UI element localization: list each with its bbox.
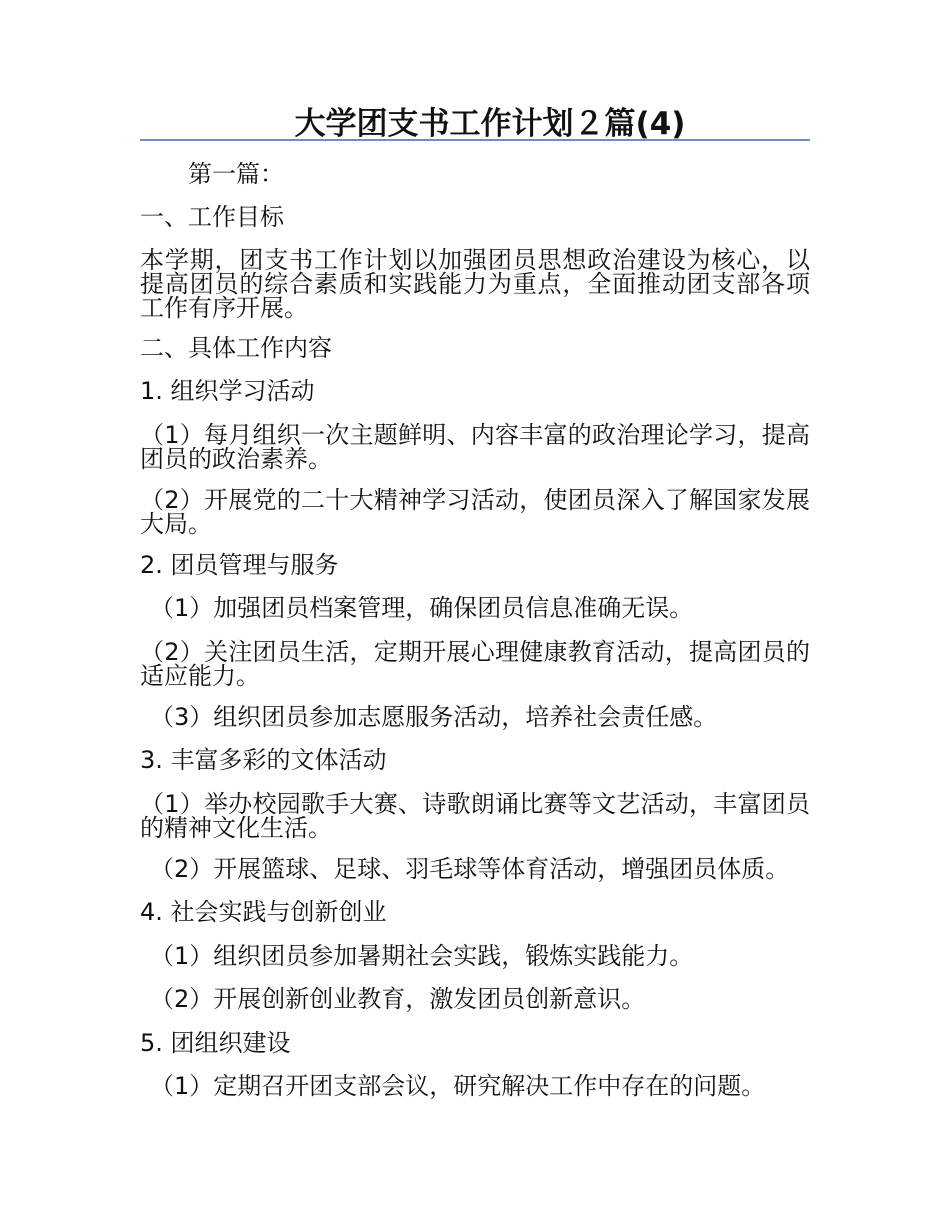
list-item: （1）举办校园歌手大赛、诗歌朗诵比赛等文艺活动，丰富团员的精神文化生活。 bbox=[140, 790, 810, 842]
list-item: （1）组织团员参加暑期社会实践，锻炼实践能力。 bbox=[150, 942, 694, 970]
section-heading-content: 二、具体工作内容 bbox=[140, 334, 332, 362]
title-underline bbox=[140, 139, 810, 141]
item-heading-management: 2. 团员管理与服务 bbox=[140, 551, 339, 579]
item-heading-activities: 3. 丰富多彩的文体活动 bbox=[140, 746, 387, 774]
list-item: （1）每月组织一次主题鲜明、内容丰富的政治理论学习，提高团员的政治素养。 bbox=[140, 421, 810, 473]
part-label: 第一篇： bbox=[188, 160, 284, 188]
document-title: 大学团支书工作计划２篇(4) bbox=[294, 106, 686, 142]
list-item: （1）加强团员档案管理，确保团员信息准确无误。 bbox=[150, 594, 694, 622]
list-item: （2）开展篮球、足球、羽毛球等体育活动，增强团员体质。 bbox=[150, 855, 790, 883]
section-heading-goals: 一、工作目标 bbox=[140, 203, 284, 231]
item-heading-study: 1. 组织学习活动 bbox=[140, 377, 315, 405]
item-heading-practice: 4. 社会实践与创新创业 bbox=[140, 898, 387, 926]
goals-paragraph: 本学期，团支书工作计划以加强团员思想政治建设为核心，以提高团员的综合素质和实践能力为重点，全面推动团支部各项工作有序开展。 bbox=[140, 246, 810, 322]
list-item: （2）开展党的二十大精神学习活动，使团员深入了解国家发展大局。 bbox=[140, 486, 810, 538]
list-item: （3）组织团员参加志愿服务活动，培养社会责任感。 bbox=[150, 703, 718, 731]
list-item: （2）关注团员生活，定期开展心理健康教育活动，提高团员的适应能力。 bbox=[140, 638, 810, 690]
list-item: （2）开展创新创业教育，激发团员创新意识。 bbox=[150, 985, 646, 1013]
item-heading-organization: 5. 团组织建设 bbox=[140, 1029, 291, 1057]
list-item: （1）定期召开团支部会议，研究解决工作中存在的问题。 bbox=[150, 1072, 766, 1100]
